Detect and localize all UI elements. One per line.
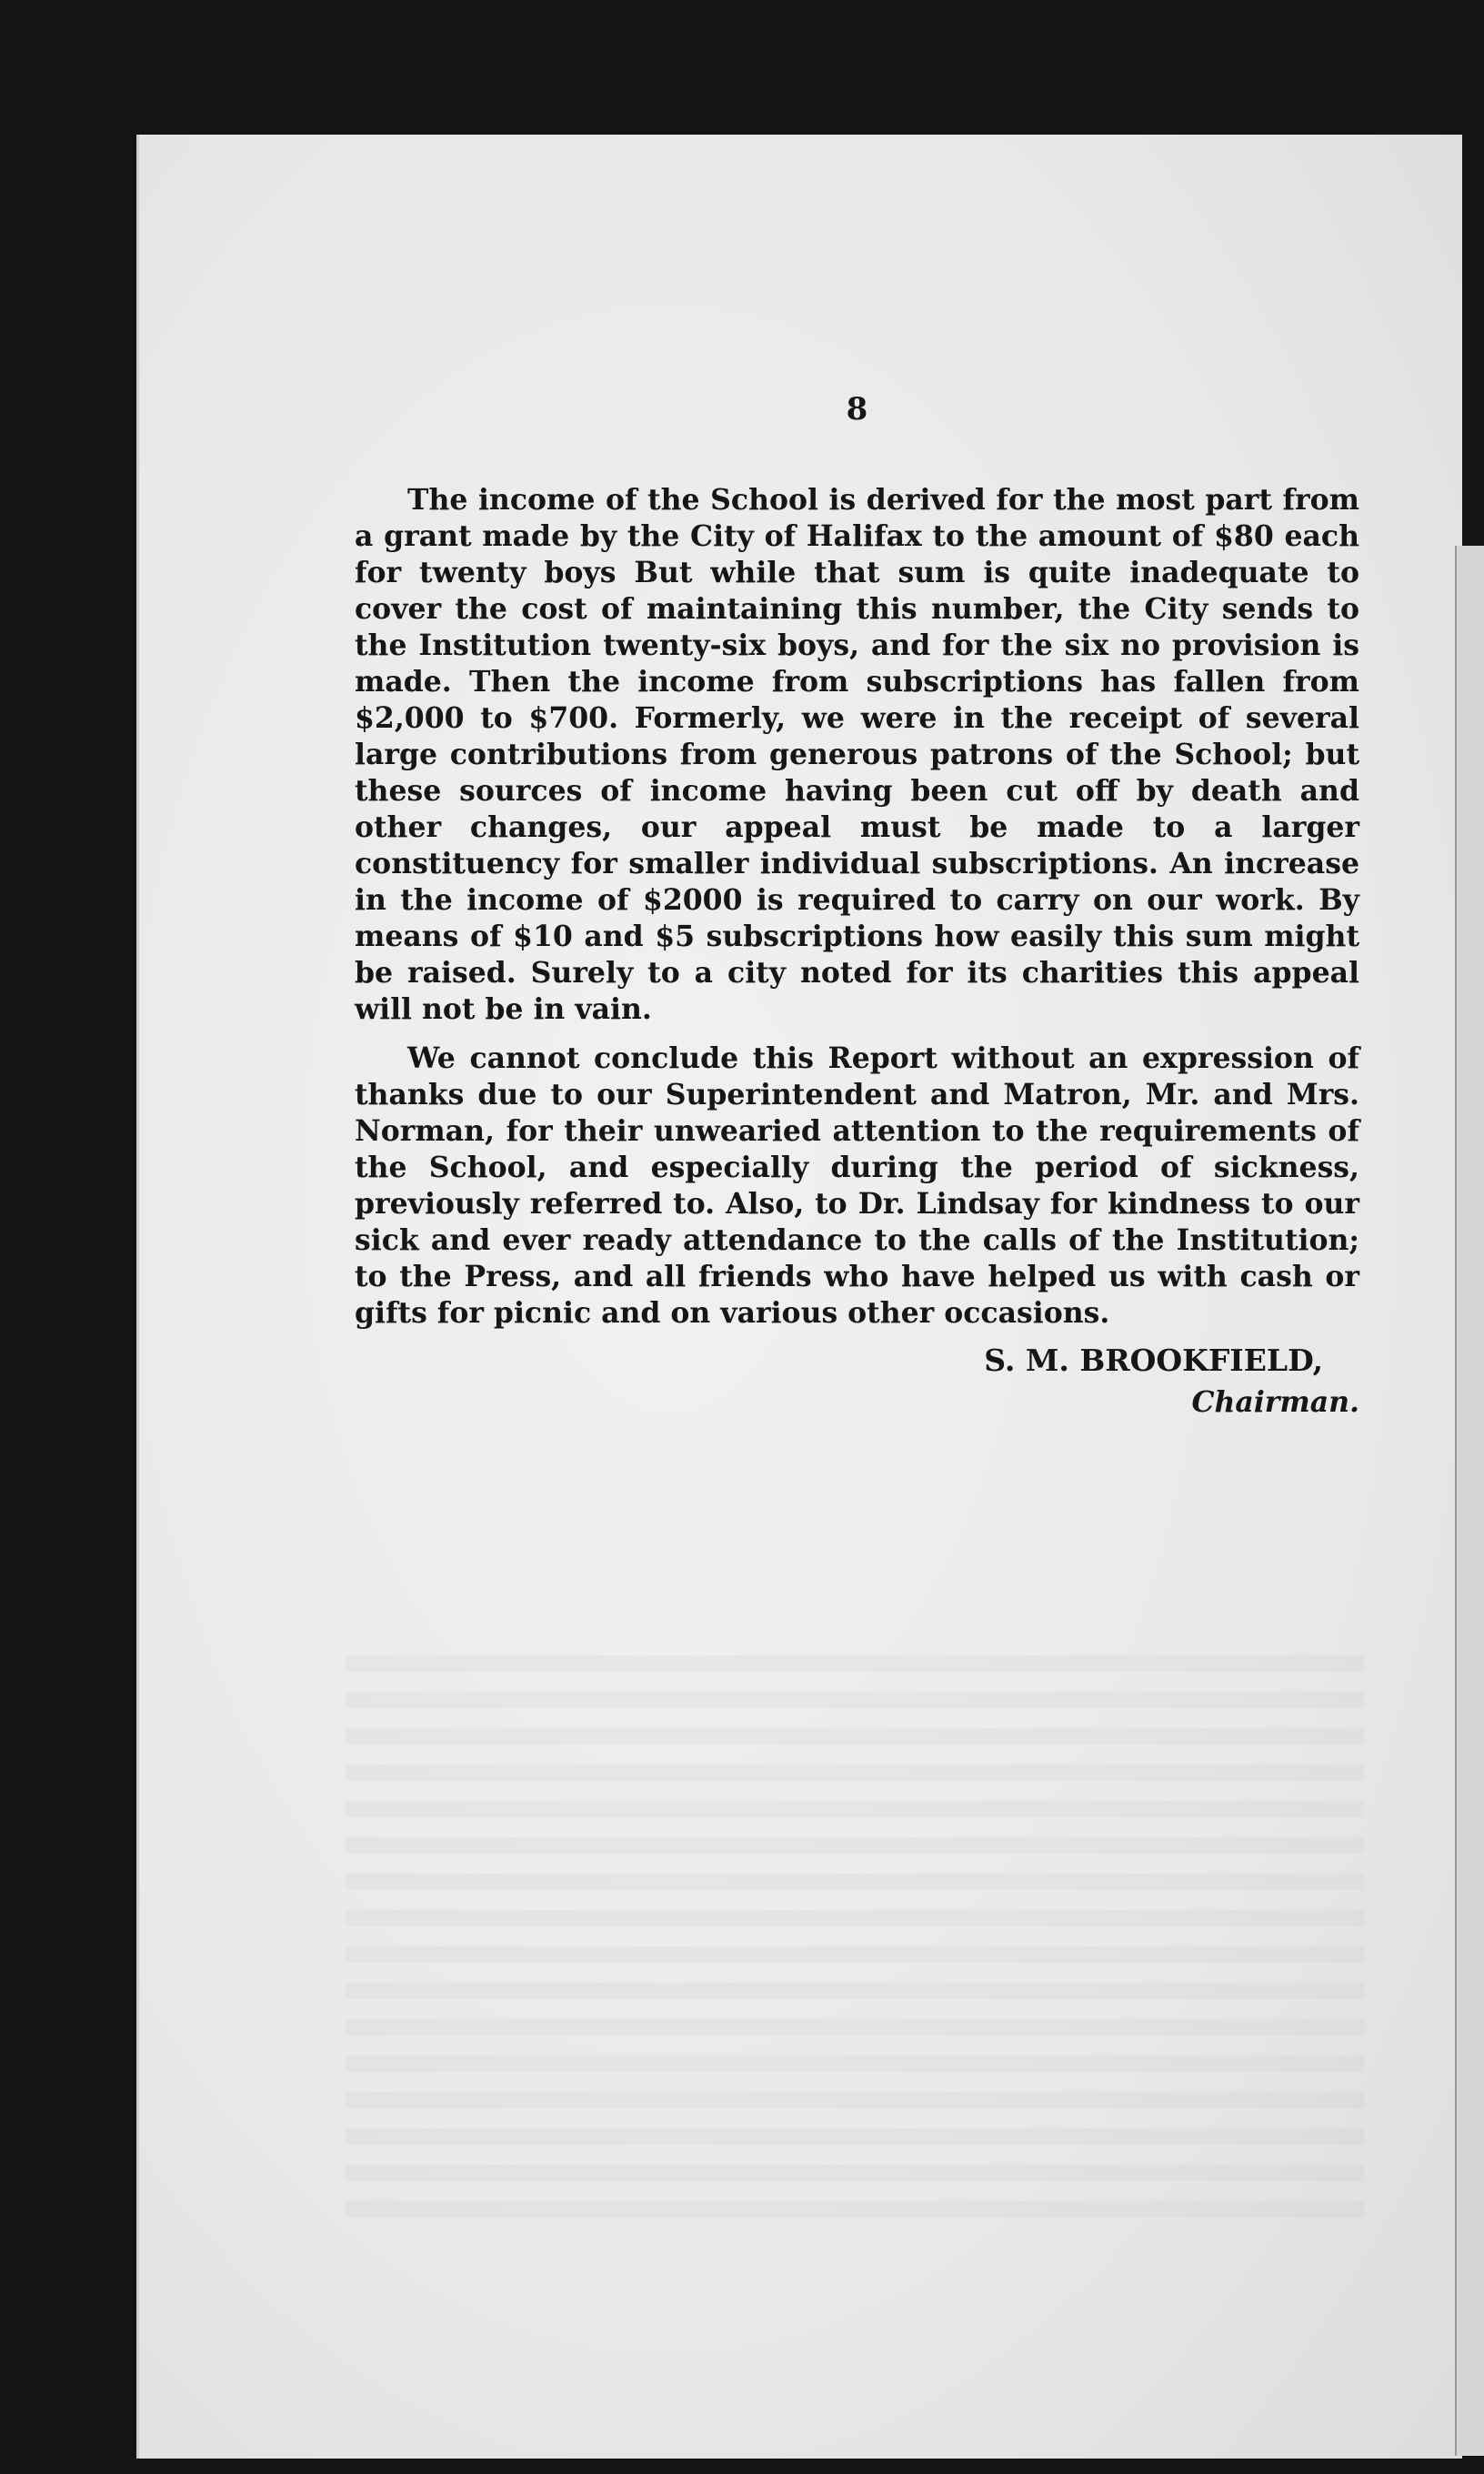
facing-page-edge [1455,546,1484,2456]
page-content [355,391,1359,1421]
show-through-text [346,1655,1364,2219]
signature-role: Chairman. [1191,1385,1359,1419]
page-number: 8 [846,391,868,427]
signature-name: S. M. BROOKFIELD, [984,1343,1323,1378]
paragraph-income: The income of the School is derived for the most part from a grant made by the City of Halifax to the amount of $80 each for twenty boys But while that sum is quite inadequate to cover the cost of maintaining this number, the City sends to the Institution twenty-six boys, and for the six no provision is made. Then the income from subscriptions has fallen from $2,000 to $700. Formerly, we were in the receipt of several large contributions from generous patrons of the School; but these sources of income having been cut off by death and other changes, our appeal must be made to a larger constituency for smaller individual subscriptions. An increase in the income of $2000 is required to carry on our work. By means of $10 and $5 subscriptions how easily this sum might be raised. Surely to a city noted for its charities this appeal will not be in vain. [355,483,1359,1026]
paragraph-thanks: We cannot conclude this Report without an expression of thanks due to our Superintendent and Matron, Mr. and Mrs. Norman, for their unwearied attention to the requirements of the School, and especially during the period of sickness, previously referred to. Also, to Dr. Lindsay for kindness to our sick and ever ready attendance to the calls of the Institution; to the Press, and all friends who have helped us with cash or gifts for picnic and on various other occasions. [355,1041,1359,1330]
